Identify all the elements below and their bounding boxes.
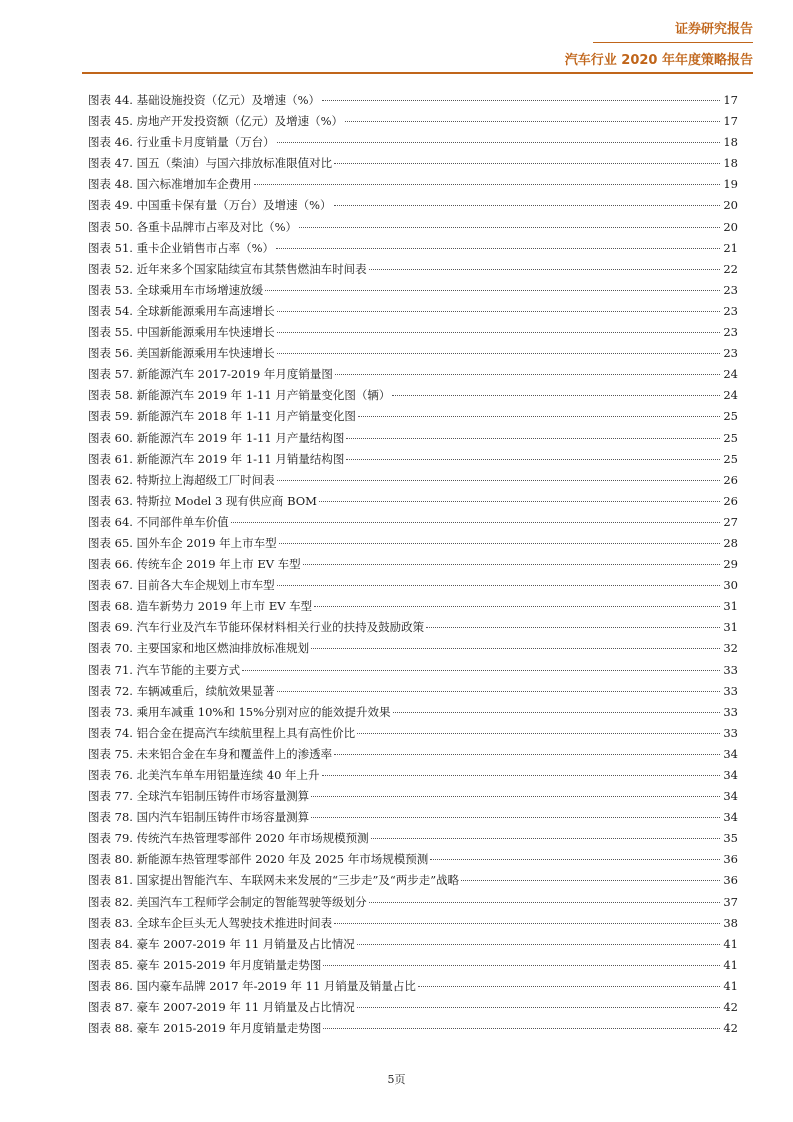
toc-entry[interactable] <box>88 809 738 830</box>
dot-leader <box>277 142 720 143</box>
dot-leader <box>426 627 720 628</box>
toc-entry-page: 30 <box>723 578 738 593</box>
toc-entry-page: 23 <box>723 303 738 318</box>
toc-entry[interactable] <box>88 872 738 893</box>
dot-leader <box>346 438 720 439</box>
dot-leader <box>231 522 720 523</box>
toc-entry[interactable] <box>88 556 738 577</box>
toc-entry-label: 图表 52. 近年来多个国家陆续宣布其禁售燃油车时间表 <box>88 261 367 276</box>
toc-entry-label: 图表 44. 基础设施投资（亿元）及增速（%） <box>88 93 321 107</box>
report-header <box>675 18 753 37</box>
toc-entry-page: 26 <box>723 472 738 487</box>
toc-entry-page: 37 <box>723 894 738 909</box>
dot-leader <box>277 332 720 333</box>
dot-leader <box>311 817 720 818</box>
toc-entry-label: 图表 55. 中国新能源乘用车快速增长 <box>88 325 275 340</box>
toc-entry[interactable] <box>88 619 738 640</box>
toc-entry-label: 图表 57. 新能源汽车 2017-2019 年月度销量图 <box>88 367 333 382</box>
dot-leader <box>277 691 720 692</box>
toc-entry-page: 22 <box>723 261 738 276</box>
dot-leader <box>369 269 720 270</box>
toc-entry-label: 图表 53. 全球乘用车市场增速放缓 <box>88 282 264 297</box>
toc-entry-label: 图表 65. 国外车企 2019 年上市车型 <box>88 535 277 550</box>
report-subtitle: 汽车行业 2020 年年度策略报告 <box>564 53 753 68</box>
toc-entry[interactable] <box>88 830 738 851</box>
dot-leader <box>335 374 720 375</box>
toc-entry-page: 33 <box>723 662 738 677</box>
toc-entry-label: 图表 48. 国六标准增加车企费用 <box>88 177 252 192</box>
toc-entry-label: 图表 71. 汽车节能的主要方式 <box>88 662 241 677</box>
toc-entry-page: 41 <box>723 978 738 993</box>
toc-entry-label: 图表 47. 国五（柴油）与国六排放标准限值对比 <box>88 156 333 171</box>
toc-entry[interactable] <box>88 978 738 999</box>
dot-leader <box>393 712 720 713</box>
toc-entry[interactable] <box>88 725 738 746</box>
toc-entry[interactable] <box>88 366 738 387</box>
toc-entry-label: 图表 78. 国内汽车铝制压铸件市场容量测算 <box>88 810 310 825</box>
toc-entry-page: 18 <box>723 135 738 150</box>
toc-entry-label: 图表 63. 特斯拉 Model 3 现有供应商 BOM <box>88 493 317 508</box>
toc-entry-label: 图表 67. 目前各大车企规划上市车型 <box>88 578 275 593</box>
toc-entry[interactable] <box>88 704 738 725</box>
toc-entry-page: 35 <box>723 831 738 846</box>
toc-entry[interactable] <box>88 176 738 197</box>
toc-entry[interactable] <box>88 261 738 282</box>
dot-leader <box>323 1028 720 1029</box>
toc-entry-label: 图表 54. 全球新能源乘用车高速增长 <box>88 303 275 318</box>
toc-entry-page: 36 <box>723 873 738 888</box>
dot-leader <box>345 121 720 122</box>
toc-entry[interactable] <box>88 451 738 472</box>
toc-entry-page: 23 <box>723 282 738 297</box>
toc-entry-label: 图表 60. 新能源汽车 2019 年 1-11 月产量结构图 <box>88 430 345 445</box>
toc-entry-label: 图表 77. 全球汽车铝制压铸件市场容量测算 <box>88 789 310 804</box>
toc-entry-page: 36 <box>723 852 738 867</box>
toc-entry-label: 图表 46. 行业重卡月度销量（万台） <box>88 135 275 150</box>
toc-entry[interactable] <box>88 408 738 429</box>
toc-entry[interactable] <box>88 1020 738 1041</box>
dot-leader <box>334 923 720 924</box>
toc-entry-page: 33 <box>723 683 738 698</box>
dot-leader <box>277 480 720 481</box>
dot-leader <box>334 754 720 755</box>
toc-entry[interactable] <box>88 851 738 872</box>
header-divider <box>82 72 753 74</box>
toc-entry-label: 图表 62. 特斯拉上海超级工厂时间表 <box>88 472 275 487</box>
toc-entry[interactable] <box>88 240 738 261</box>
toc-entry[interactable] <box>88 324 738 345</box>
toc-entry-label: 图表 59. 新能源汽车 2018 年 1-11 月产销量变化图 <box>88 409 356 424</box>
dot-leader <box>311 648 720 649</box>
toc-entry-page: 42 <box>723 1021 738 1036</box>
toc-entry-label: 图表 68. 造车新势力 2019 年上市 EV 车型 <box>88 599 313 614</box>
toc-entry-label: 图表 69. 汽车行业及汽车节能环保材料相关行业的扶持及鼓励政策 <box>88 620 425 635</box>
toc-entry[interactable] <box>88 197 738 218</box>
toc-entry-page: 20 <box>723 198 738 213</box>
toc-entry[interactable] <box>88 155 738 176</box>
toc-entry-label: 图表 61. 新能源汽车 2019 年 1-11 月销量结构图 <box>88 451 345 466</box>
toc-entry-page: 26 <box>723 493 738 508</box>
toc-entry-label: 图表 51. 重卡企业销售市占率（%） <box>88 240 275 255</box>
toc-entry-page: 25 <box>723 409 738 424</box>
toc-entry[interactable] <box>88 387 738 408</box>
toc-entry[interactable] <box>88 894 738 915</box>
toc-entry-page: 33 <box>723 725 738 740</box>
dot-leader <box>314 606 720 607</box>
toc-entry[interactable] <box>88 957 738 978</box>
toc-entry-label: 图表 58. 新能源汽车 2019 年 1-11 月产销量变化图（辆） <box>88 388 391 403</box>
toc-entry[interactable] <box>88 472 738 493</box>
toc-entry[interactable] <box>88 303 738 324</box>
dot-leader <box>369 902 720 903</box>
toc-entry[interactable] <box>88 92 738 113</box>
toc-entry-label: 图表 72. 车辆减重后，续航效果显著 <box>88 683 275 698</box>
toc-entry-label: 图表 70. 主要国家和地区燃油排放标准规划 <box>88 641 310 656</box>
toc-entry[interactable] <box>88 788 738 809</box>
toc-entry-page: 24 <box>723 388 738 403</box>
toc-entry-page: 27 <box>723 514 738 529</box>
toc-entry-page: 29 <box>723 557 738 572</box>
toc-entry-page: 17 <box>723 114 738 129</box>
dot-leader <box>277 585 720 586</box>
toc-entry-page: 24 <box>723 367 738 382</box>
dot-leader <box>276 248 720 249</box>
page-number: 5页 <box>387 1073 406 1086</box>
dot-leader <box>322 100 720 101</box>
dot-leader <box>319 501 720 502</box>
report-type-title: 证券研究报告 <box>674 22 753 37</box>
toc-entry-label: 图表 74. 铝合金在提高汽车续航里程上具有高性价比 <box>88 725 356 740</box>
dot-leader <box>242 670 720 671</box>
toc-entry[interactable] <box>88 113 738 134</box>
dot-leader <box>254 184 720 185</box>
toc-entry[interactable] <box>88 683 738 704</box>
toc-entry-label: 图表 49. 中国重卡保有量（万台）及增速（%） <box>88 198 332 213</box>
header-divider-short <box>593 42 753 43</box>
toc-entry[interactable] <box>88 662 738 683</box>
toc-entry-label: 图表 66. 传统车企 2019 年上市 EV 车型 <box>88 557 301 572</box>
dot-leader <box>322 775 720 776</box>
toc-entry[interactable] <box>88 746 738 767</box>
toc-entry-label: 图表 83. 全球车企巨头无人驾驶技术推进时间表 <box>88 915 333 930</box>
dot-leader <box>418 986 720 987</box>
toc-entry-page: 34 <box>723 768 738 782</box>
toc-entry-label: 图表 56. 美国新能源乘用车快速增长 <box>88 346 275 361</box>
toc-entry-page: 34 <box>723 810 738 825</box>
toc-entry[interactable] <box>88 999 738 1020</box>
toc-entry[interactable] <box>88 598 738 619</box>
toc-entry-page: 18 <box>723 156 738 171</box>
toc-entry-page: 41 <box>723 957 738 972</box>
toc-entry-page: 32 <box>723 641 738 656</box>
toc-entry-page: 33 <box>723 704 738 719</box>
dot-leader <box>392 395 720 396</box>
toc-entry-label: 图表 45. 房地产开发投资额（亿元）及增速（%） <box>88 114 344 129</box>
toc-entry-page: 21 <box>723 240 738 255</box>
toc-entry[interactable] <box>88 219 738 240</box>
toc-entry[interactable] <box>88 936 738 957</box>
toc-entry[interactable] <box>88 430 738 451</box>
toc-entry-label: 图表 87. 豪车 2007-2019 年 11 月销量及占比情况 <box>88 1000 355 1015</box>
toc-entry[interactable] <box>88 514 738 535</box>
toc-entry-page: 38 <box>723 915 738 930</box>
toc-entry-page: 20 <box>723 219 738 234</box>
toc-entry-label: 图表 50. 各重卡品牌市占率及对比（%） <box>88 219 298 234</box>
toc-entry-label: 图表 76. 北美汽车单车用铝量连续 40 年上升 <box>88 768 320 782</box>
toc-entry-label: 图表 81. 国家提出智能汽车、车联网未来发展的“三步走”及“两步走”战略 <box>88 873 460 888</box>
toc-entry-page: 34 <box>723 746 738 761</box>
toc-entry-label: 图表 75. 未来铝合金在车身和覆盖件上的渗透率 <box>88 746 333 761</box>
dot-leader <box>311 796 720 797</box>
dot-leader <box>461 880 720 881</box>
toc-entry-label: 图表 82. 美国汽车工程师学会制定的智能驾驶等级划分 <box>88 894 367 909</box>
dot-leader <box>265 290 720 291</box>
toc-entry-label: 图表 88. 豪车 2015-2019 年月度销量走势图 <box>88 1021 322 1036</box>
dot-leader <box>357 733 720 734</box>
toc-entry-label: 图表 64. 不同部件单车价值 <box>88 514 229 529</box>
dot-leader <box>357 1007 720 1008</box>
dot-leader <box>334 163 720 164</box>
figure-index-list <box>88 92 738 1041</box>
toc-entry-page: 41 <box>723 936 738 951</box>
dot-leader <box>279 543 720 544</box>
toc-entry-page: 34 <box>723 789 738 804</box>
toc-entry[interactable] <box>88 134 738 155</box>
dot-leader <box>277 311 720 312</box>
dot-leader <box>303 564 720 565</box>
toc-entry-label: 图表 73. 乘用车减重 10%和 15%分别对应的能效提升效果 <box>88 704 391 719</box>
toc-entry[interactable] <box>88 915 738 936</box>
toc-entry[interactable] <box>88 577 738 598</box>
toc-entry[interactable] <box>88 535 738 556</box>
toc-entry-page: 23 <box>723 325 738 340</box>
toc-entry-page: 31 <box>723 599 738 614</box>
toc-entry-label: 图表 86. 国内豪车品牌 2017 年-2019 年 11 月销量及销量占比 <box>88 978 416 993</box>
toc-entry-page: 28 <box>723 535 738 550</box>
toc-entry-label: 图表 80. 新能源车热管理零部件 2020 年及 2025 年市场规模预测 <box>88 852 429 867</box>
toc-entry-page: 42 <box>723 1000 738 1015</box>
dot-leader <box>430 859 720 860</box>
toc-entry[interactable] <box>88 493 738 514</box>
toc-entry-page: 17 <box>723 93 738 107</box>
toc-entry[interactable] <box>88 767 738 788</box>
toc-entry[interactable] <box>88 282 738 303</box>
toc-entry-page: 23 <box>723 346 738 361</box>
dot-leader <box>358 416 720 417</box>
toc-entry-label: 图表 85. 豪车 2015-2019 年月度销量走势图 <box>88 957 322 972</box>
toc-entry-page: 31 <box>723 620 738 635</box>
dot-leader <box>371 838 720 839</box>
dot-leader <box>334 205 720 206</box>
toc-entry-page: 25 <box>723 430 738 445</box>
dot-leader <box>299 227 720 228</box>
toc-entry-page: 19 <box>723 177 738 192</box>
dot-leader <box>346 459 720 460</box>
dot-leader <box>277 353 720 354</box>
toc-entry[interactable] <box>88 640 738 661</box>
dot-leader <box>357 944 720 945</box>
toc-entry[interactable] <box>88 345 738 366</box>
toc-entry-label: 图表 84. 豪车 2007-2019 年 11 月销量及占比情况 <box>88 936 355 951</box>
toc-entry-page: 25 <box>723 451 738 466</box>
dot-leader <box>323 965 720 966</box>
toc-entry-label: 图表 79. 传统汽车热管理零部件 2020 年市场规模预测 <box>88 831 369 846</box>
